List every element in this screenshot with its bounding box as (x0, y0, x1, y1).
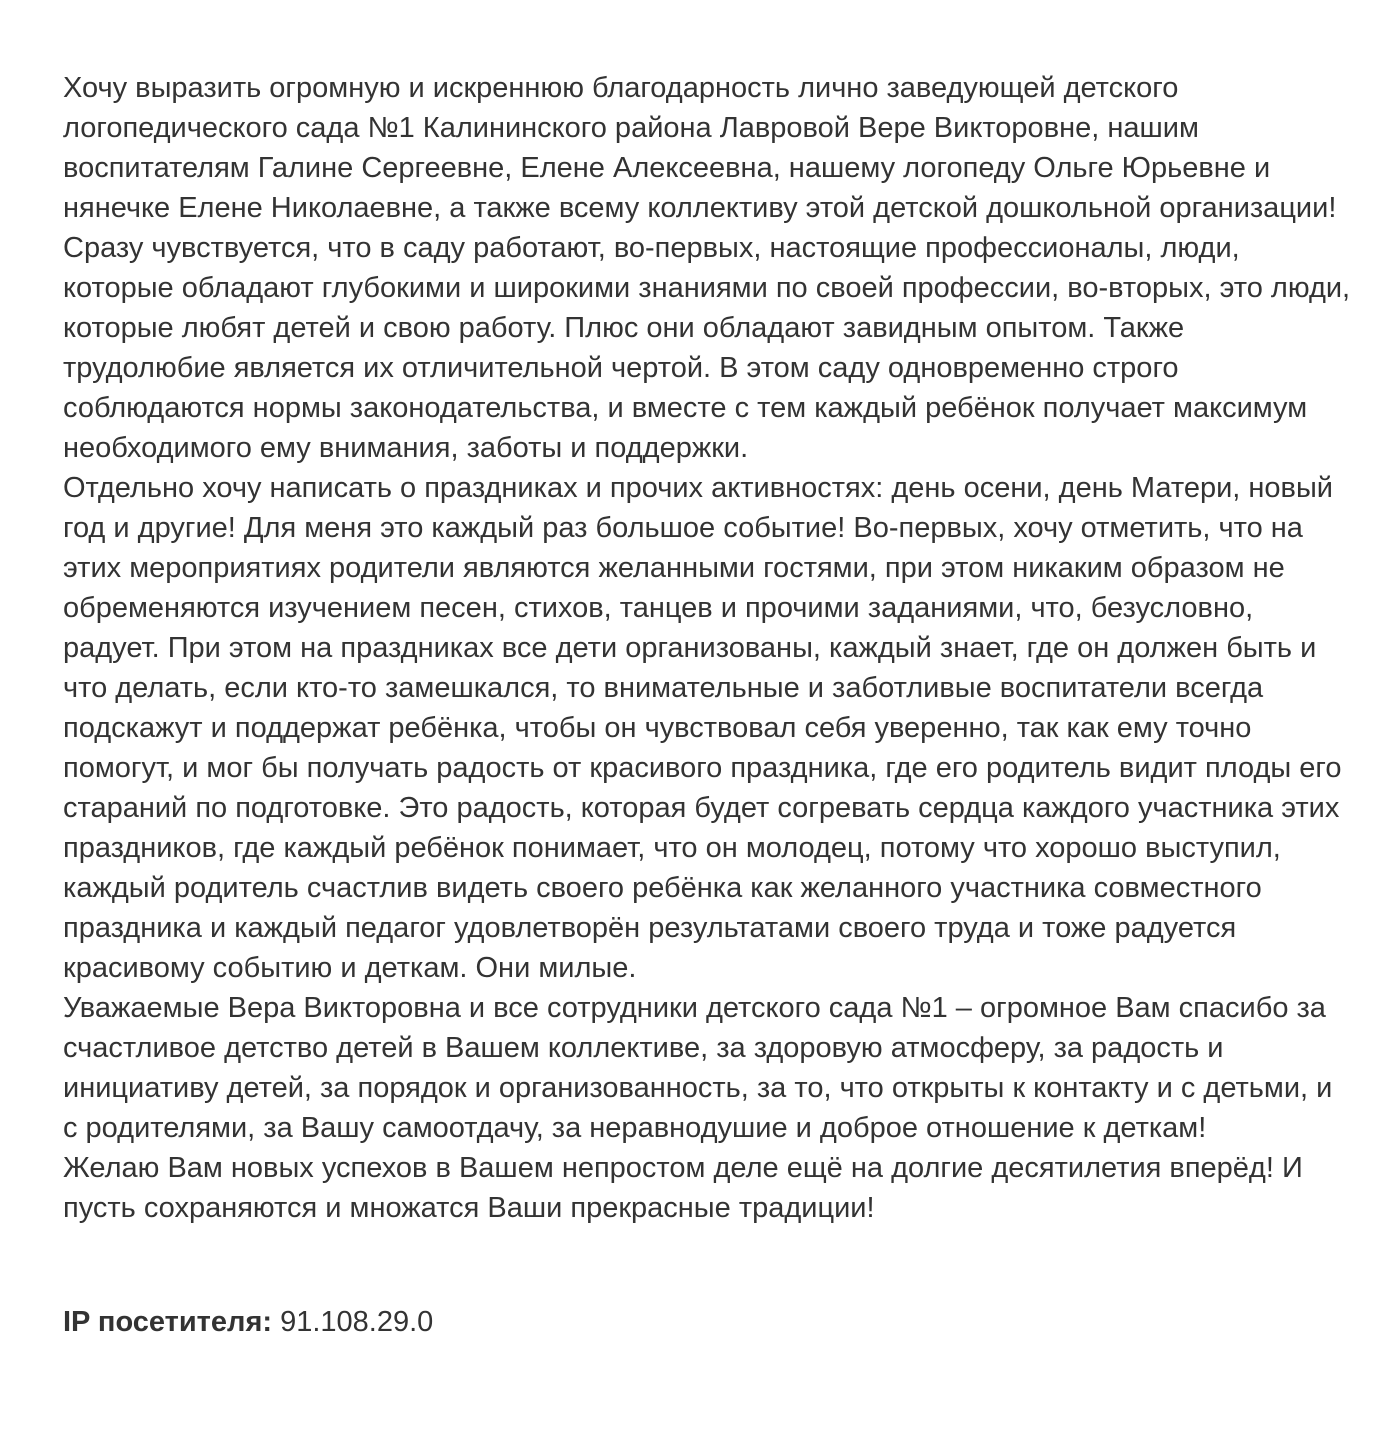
review-paragraph-gratitude: Хочу выразить огромную и искреннюю благодарность лично заведующей детского логопедического сада №1 Калининского района Лавровой Вере Викторовне, нашим воспитателям Галине Сергеевне, Елене Алексеевна, нашему логопеду Ольге Юрьевне и нянечке Елене Николаевне, а также всему коллективу этой детской дошкольной организации! (63, 72, 1337, 224)
visitor-ip-value: 91.108.29.0 (280, 1306, 434, 1338)
review-paragraph-holidays: Отдельно хочу написать о праздниках и прочих активностях: день осени, день Матери, новый год и другие! Для меня это каждый раз большое событие! Во-первых, хочу отметить, что на этих мероприятиях родители являются желанными гостями, при этом никаким образом не обременяются изучением песен, стихов, танцев и прочими заданиями, что, безусловно, радует. При этом на праздниках все дети организованы, каждый знает, где он должен быть и что делать, если кто-то замешкался, то внимательные и заботливые воспитатели всегда подскажут и поддержат ребёнка, чтобы он чувствовал себя уверенно, так как ему точно помогут, и мог бы получать радость от красивого праздника, где его родитель видит плоды его стараний по подготовке. Это радость, которая будет согревать сердца каждого участника этих праздников, где каждый ребёнок понимает, что он молодец, потому что хорошо выступил, каждый родитель счастлив видеть своего ребёнка как желанного участника совместного праздника и каждый педагог удовлетворён результатами своего труда и тоже радуется красивому событию и деткам. Они милые. (63, 472, 1342, 984)
visitor-ip-line (63, 1302, 1348, 1342)
review-paragraph-wishes: Желаю Вам новых успехов в Вашем непростом деле ещё на долгие десятилетия вперёд! И пусть сохраняются и множатся Ваши прекрасные традиции! (63, 1152, 1303, 1224)
review-paragraph-thanks: Уважаемые Вера Викторовна и все сотрудники детского сада №1 – огромное Вам спасибо за счастливое детство детей в Вашем коллективе, за здоровую атмосферу, за радость и инициативу детей, за порядок и организованность, за то, что открыты к контакту и с детьми, и с родителями, за Вашу самоотдачу, за неравнодушие и доброе отношение к деткам! (63, 992, 1333, 1144)
visitor-ip-label: IP посетителя: (63, 1306, 273, 1338)
review-paragraph-professionals: Сразу чувствуется, что в саду работают, во-первых, настоящие профессионалы, люди, которые обладают глубокими и широкими знаниями по своей профессии, во-вторых, это люди, которые любят детей и свою работу. Плюс они обладают завидным опытом. Также трудолюбие является их отличительной чертой. В этом саду одновременно строго соблюдаются нормы законодательства, и вместе с тем каждый ребёнок получает максимум необходимого ему внимания, заботы и поддержки. (63, 232, 1351, 464)
review-text-block (63, 68, 1353, 1228)
